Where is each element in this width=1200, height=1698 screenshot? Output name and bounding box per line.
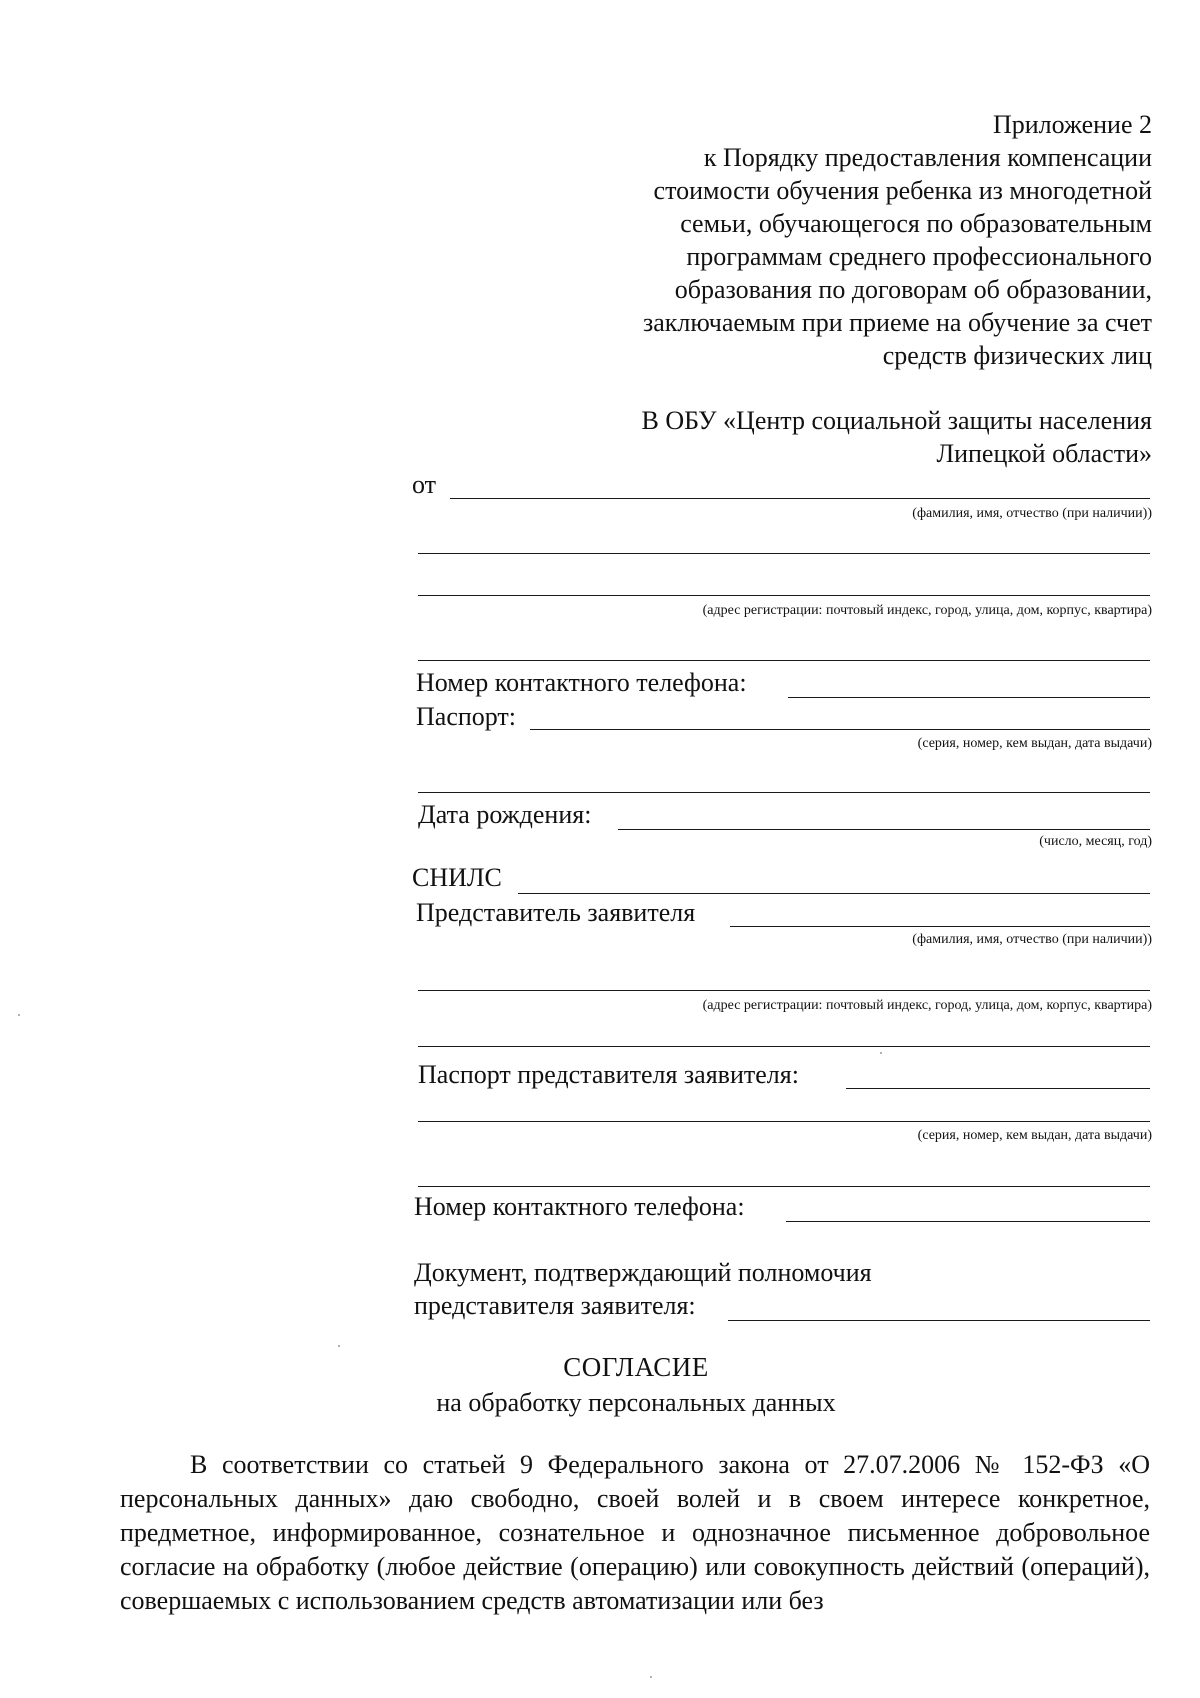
appendix-line: семьи, обучающегося по образовательным	[680, 209, 1152, 238]
addressee-line-1: В ОБУ «Центр социальной защиты населения	[641, 406, 1152, 435]
passport-label: Паспорт:	[416, 702, 517, 731]
address-field-line-1[interactable]	[418, 553, 1150, 554]
rep-name-field[interactable]	[730, 926, 1150, 927]
scan-speck	[338, 1345, 340, 1347]
authority-field[interactable]	[728, 1320, 1150, 1321]
passport-field-line-2[interactable]	[418, 792, 1150, 793]
scan-speck	[880, 1052, 882, 1054]
scan-speck	[18, 1014, 20, 1016]
address-hint: (адрес регистрации: почтовый индекс, город, улица, дом, корпус, квартира)	[702, 603, 1152, 618]
rep-passport-field-line-3[interactable]	[418, 1186, 1150, 1187]
appendix-line: стоимости обучения ребенка из многодетной	[653, 176, 1152, 205]
phone-label: Номер контактного телефона:	[416, 668, 747, 697]
address-field-line-2[interactable]	[418, 595, 1150, 596]
rep-passport-field-line-2[interactable]	[418, 1121, 1150, 1122]
appendix-title: Приложение 2	[992, 110, 1152, 139]
rep-name-hint: (фамилия, имя, отчество (при наличии))	[912, 932, 1152, 947]
consent-body-text: В соответствии со статьей 9 Федерального закона от 27.07.2006 № 152-ФЗ «О персональных данных» даю свободно, своей волей и в своем интересе конкретное, предметное, информированное, сознательное и однозначное письменное добровольное согласие на обработку (любое действие (операцию) или совокупность действий (операций), совершаемых с использованием средств автоматизации или без	[120, 1450, 1150, 1615]
from-name-field[interactable]	[450, 498, 1150, 499]
rep-address-hint: (адрес регистрации: почтовый индекс, город, улица, дом, корпус, квартира)	[702, 998, 1152, 1013]
address-field-line-3[interactable]	[418, 660, 1150, 661]
appendix-block	[643, 108, 1152, 372]
birthdate-label: Дата рождения:	[418, 800, 592, 829]
rep-phone-label: Номер контактного телефона:	[414, 1192, 745, 1221]
birthdate-field[interactable]	[618, 829, 1150, 830]
from-label: от	[412, 470, 437, 499]
snils-field[interactable]	[518, 893, 1150, 894]
snils-label: СНИЛС	[412, 863, 502, 892]
from-name-hint: (фамилия, имя, отчество (при наличии))	[912, 506, 1152, 521]
passport-hint: (серия, номер, кем выдан, дата выдачи)	[917, 736, 1152, 751]
addressee-block	[642, 404, 1152, 470]
authority-label-1: Документ, подтверждающий полномочия	[414, 1258, 872, 1287]
rep-phone-field[interactable]	[786, 1221, 1150, 1222]
appendix-line: средств физических лиц	[882, 341, 1152, 370]
appendix-line: к Порядку предоставления компенсации	[703, 143, 1152, 172]
appendix-line: программам среднего профессионального	[686, 242, 1152, 271]
consent-title: СОГЛАСИЕ	[563, 1352, 709, 1382]
scan-speck	[650, 1676, 652, 1678]
appendix-line: образования по договорам об образовании,	[674, 275, 1152, 304]
passport-field[interactable]	[530, 729, 1150, 730]
phone-field[interactable]	[788, 697, 1150, 698]
rep-label: Представитель заявителя	[416, 898, 696, 927]
rep-address-field-line-2[interactable]	[418, 1046, 1150, 1047]
consent-body	[120, 1448, 1150, 1618]
rep-address-field-line-1[interactable]	[418, 990, 1150, 991]
rep-passport-hint: (серия, номер, кем выдан, дата выдачи)	[917, 1128, 1152, 1143]
consent-subtitle: на обработку персональных данных	[436, 1388, 836, 1417]
authority-label-2: представителя заявителя:	[414, 1291, 696, 1320]
rep-passport-label: Паспорт представителя заявителя:	[418, 1060, 799, 1089]
addressee-line-2: Липецкой области»	[936, 439, 1152, 468]
rep-passport-field[interactable]	[846, 1088, 1150, 1089]
birthdate-hint: (число, месяц, год)	[1039, 834, 1152, 849]
appendix-line: заключаемым при приеме на обучение за счет	[642, 308, 1152, 337]
